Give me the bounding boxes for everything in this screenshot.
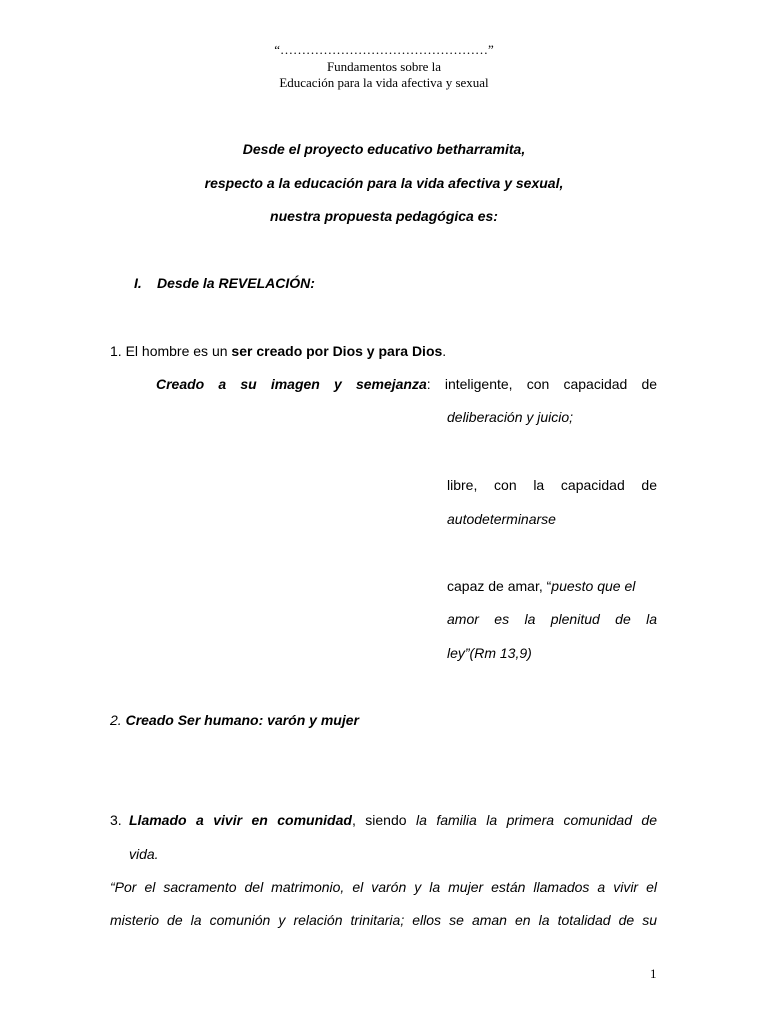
quote-line2: misterio de la comunión y relación trinitaria; ellos se aman en la totalidad de su <box>110 912 657 928</box>
libre-line <box>447 477 657 493</box>
capacity-deliberation: deliberación y juicio; <box>447 409 574 425</box>
amar-word: de <box>615 611 631 627</box>
item1-line <box>110 343 446 359</box>
section-title: Desde la REVELACIÓN: <box>157 275 315 291</box>
image-likeness-line <box>156 376 657 392</box>
amar-pre: capaz de amar, “ <box>447 578 552 594</box>
item3-number: 3. <box>110 812 122 828</box>
image-likeness-colon: : <box>426 376 431 392</box>
document-header-line1: Fundamentos sobre la <box>326 59 442 74</box>
amar-word: la <box>646 611 658 627</box>
amar-word: la <box>524 611 536 627</box>
document-header-line2: Educación para la vida afectiva y sexual <box>279 75 489 90</box>
item2-number: 2. <box>110 712 122 728</box>
libre-word: capacidad <box>560 477 625 493</box>
image-likeness-word: inteligente, <box>444 376 513 392</box>
item1-text-pre: El hombre es un <box>125 343 232 359</box>
item3-mid: , siendo <box>351 812 416 828</box>
item1-number: 1. <box>110 343 122 359</box>
item3-bold: Llamado a vivir en comunidad <box>129 812 352 828</box>
amar-italic: puesto que el <box>551 578 636 594</box>
amar-line1 <box>447 578 635 594</box>
amar-word: plenitud <box>550 611 600 627</box>
image-likeness-word: de <box>641 376 658 392</box>
item1-text-post: . <box>442 343 447 359</box>
item1-text-bold: ser creado por Dios y para Dios <box>231 343 443 359</box>
libre-line2: autodeterminarse <box>447 511 556 527</box>
item3-line2: vida. <box>129 846 159 862</box>
item3-line1 <box>129 812 657 828</box>
image-likeness-word: con <box>526 376 550 392</box>
libre-word: la <box>533 477 545 493</box>
amar-line3: ley”(Rm 13,9) <box>447 645 532 661</box>
amar-word: es <box>494 611 510 627</box>
libre-word: de <box>641 477 657 493</box>
item2-text: Creado Ser humano: varón y mujer <box>125 712 359 728</box>
amar-word: amor <box>447 611 479 627</box>
document-header-quote: “…………………………………………” <box>274 42 494 57</box>
intro-heading-line3: nuestra propuesta pedagógica es: <box>270 208 498 224</box>
intro-heading-line2: respecto a la educación para la vida afectiva y sexual, <box>204 175 564 191</box>
amar-line2 <box>447 611 657 627</box>
libre-word: libre, <box>447 477 478 493</box>
page-number: 1 <box>650 966 657 981</box>
intro-heading-line1: Desde el proyecto educativo betharramita, <box>242 141 526 157</box>
image-likeness-word: capacidad <box>563 376 628 392</box>
item3-italic: la familia la primera comunidad de <box>416 812 657 828</box>
quote-line1: “Por el sacramento del matrimonio, el varón y la mujer están llamados a vivir el <box>110 879 657 895</box>
libre-word: con <box>494 477 517 493</box>
item2-line <box>110 712 359 728</box>
section-number: I. <box>134 275 142 291</box>
image-likeness-bold: Creado a su imagen y semejanza <box>156 376 427 392</box>
